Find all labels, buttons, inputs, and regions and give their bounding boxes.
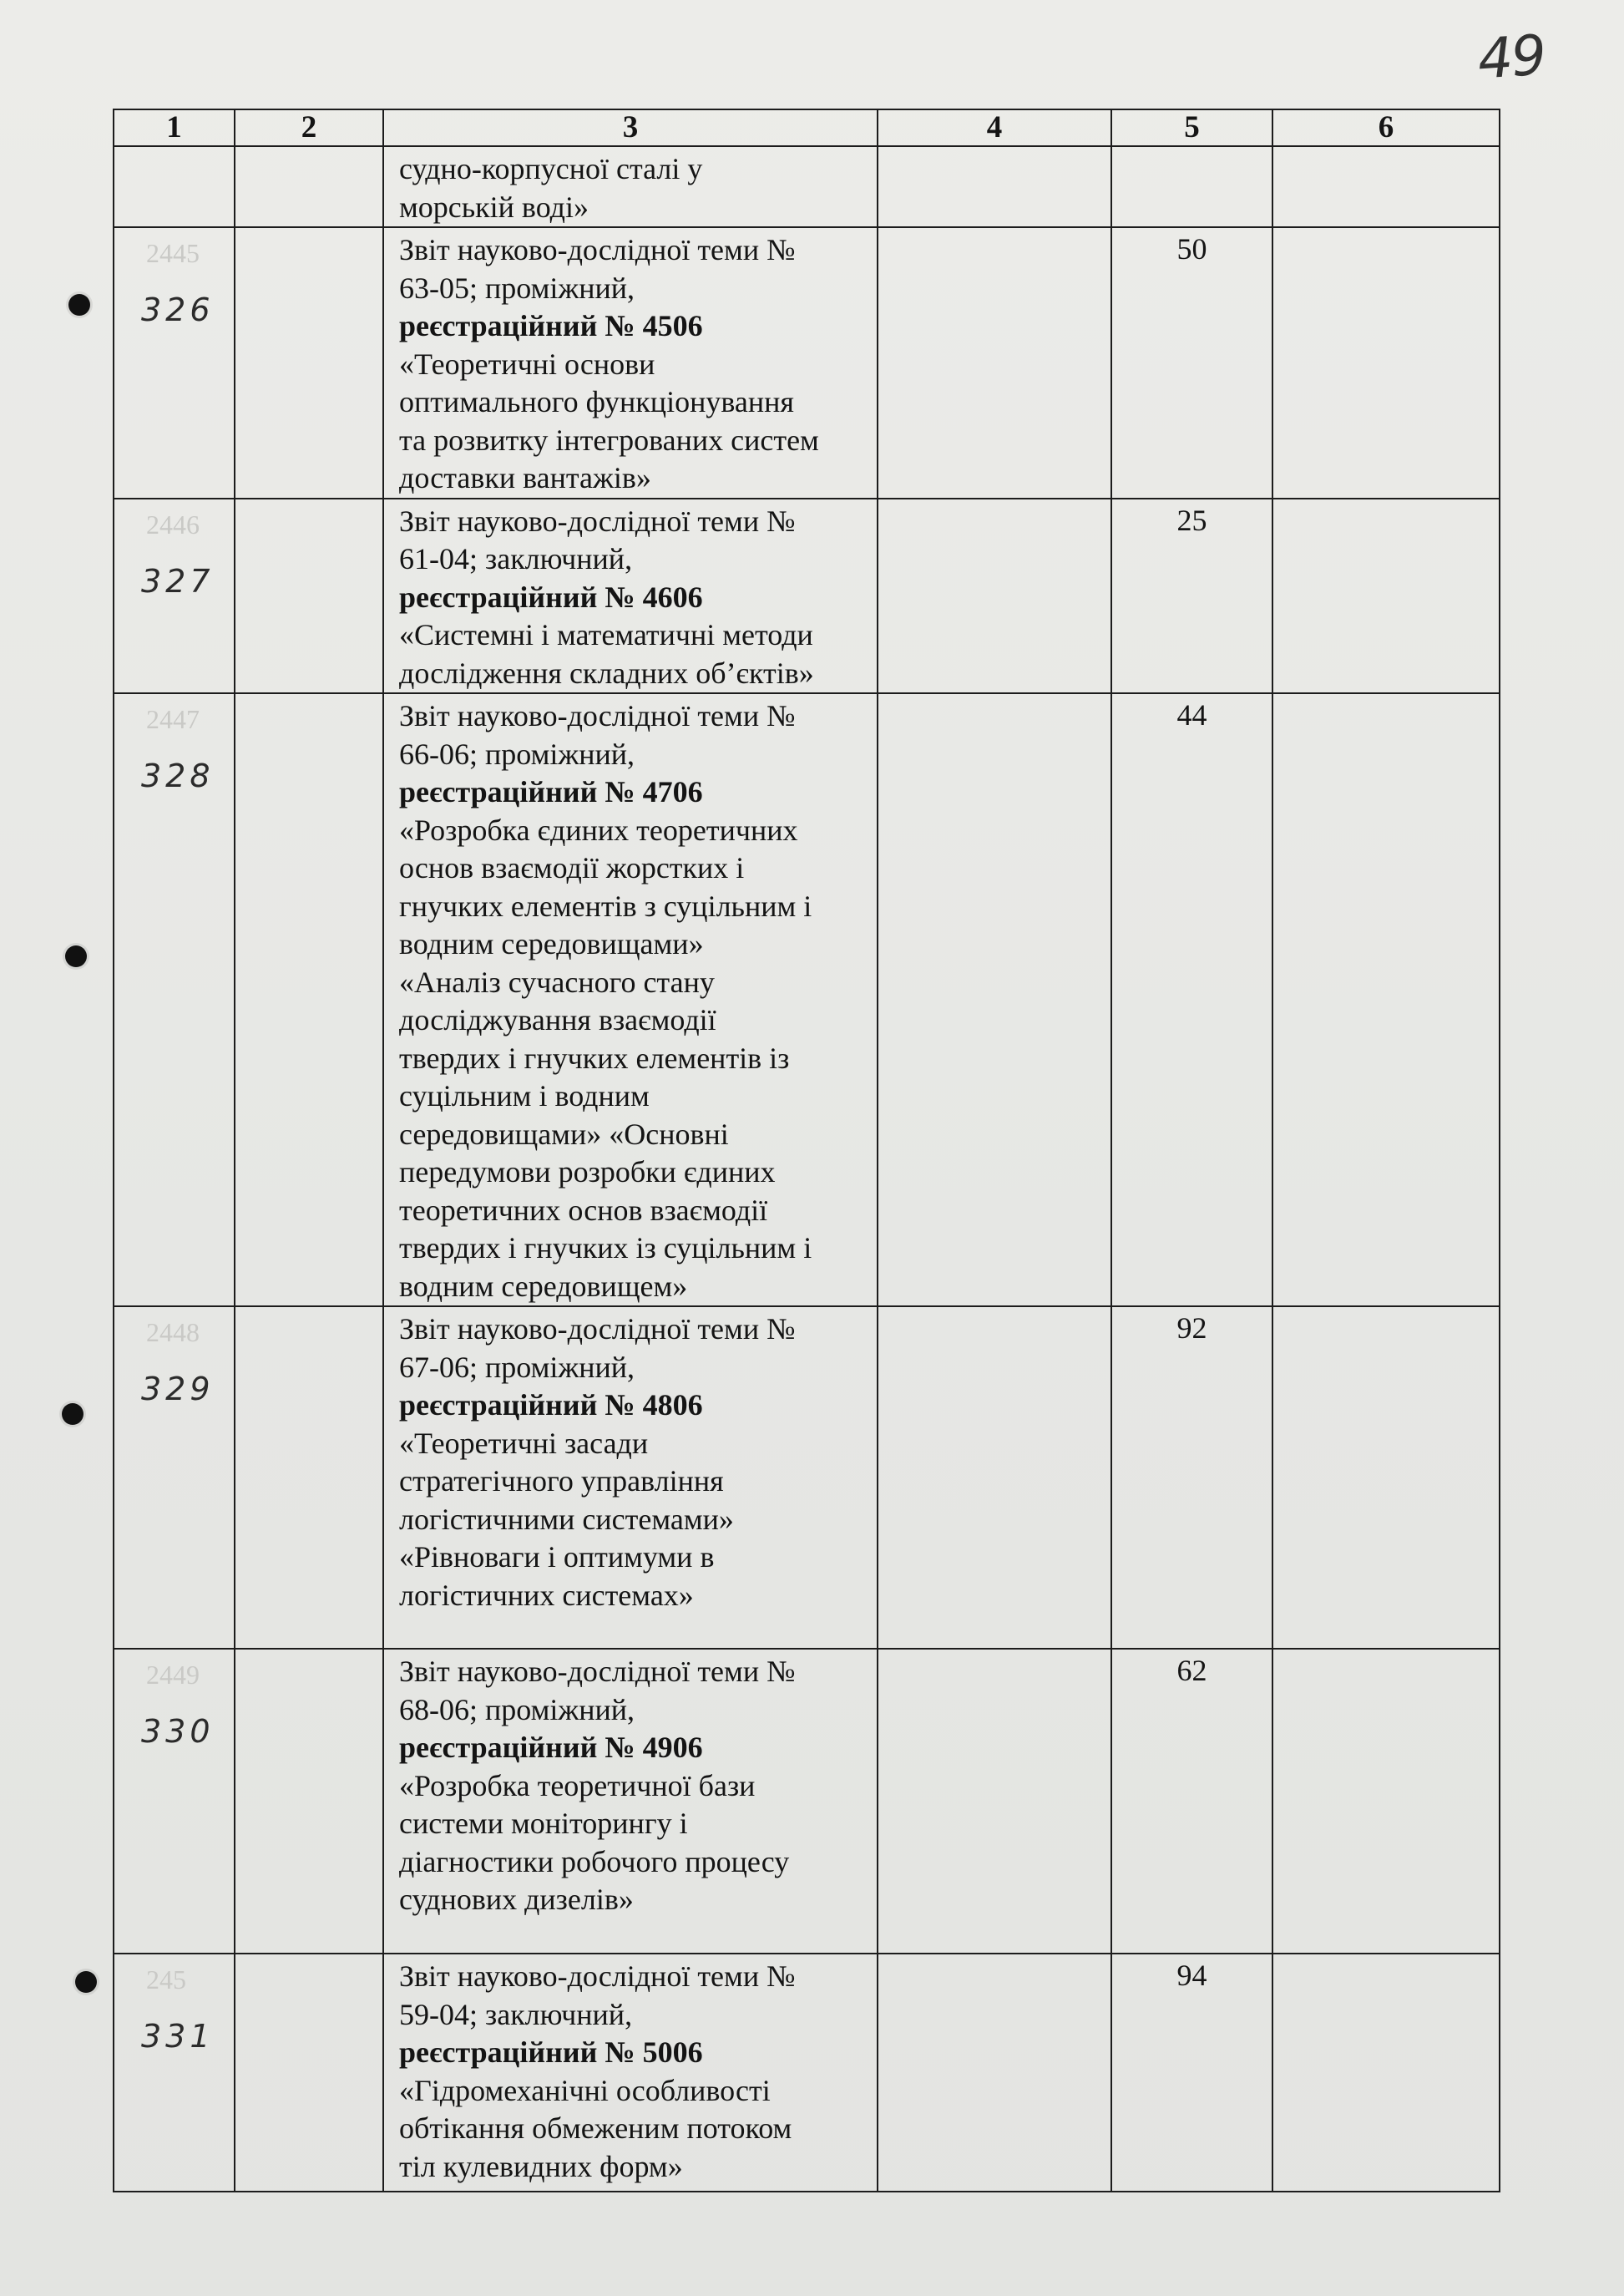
handwritten-page-number: 49	[1475, 23, 1547, 92]
empty-cell	[1272, 1649, 1500, 1954]
punch-hole	[62, 1403, 83, 1425]
description-line: «Аналіз сучасного стану	[399, 965, 715, 999]
empty-cell	[1272, 227, 1500, 499]
description-line: оптимального функціонування	[399, 385, 794, 418]
empty-cell	[235, 693, 383, 1306]
description-line: водним середовищем»	[399, 1269, 688, 1303]
description-line: 68-06; проміжний,	[399, 1692, 635, 1726]
description-line: «Гідромеханічні особливості	[399, 2073, 771, 2107]
pages-cell: 62	[1111, 1649, 1272, 1954]
item-number: 329	[141, 1371, 215, 1407]
description-line: логістичних системах»	[399, 1578, 694, 1612]
number-cell	[114, 499, 235, 694]
empty-cell	[878, 1954, 1111, 2192]
column-header: 3	[383, 109, 878, 146]
description-line: Звіт науково-дослідної теми №	[399, 1312, 796, 1346]
description-line: гнучких елементів з суцільним і	[399, 889, 812, 923]
description-line: «Системні і математичні методи	[399, 618, 813, 651]
description-line: та розвитку інтегрованих систем	[399, 423, 819, 457]
empty-cell	[1272, 693, 1500, 1306]
old-number: 2445	[146, 238, 200, 268]
description-line: логістичними системами»	[399, 1502, 734, 1536]
description-line: суднових дизелів»	[399, 1883, 634, 1916]
pages-cell: 25	[1111, 499, 1272, 694]
description-line: основ взаємодії жорстких і	[399, 851, 745, 884]
number-cell	[114, 1306, 235, 1649]
description-line: морській воді»	[399, 190, 589, 224]
table-row	[114, 227, 1500, 499]
description-line: діагностики робочого процесу	[399, 1844, 790, 1878]
empty-cell	[1272, 1306, 1500, 1649]
number-cell	[114, 227, 235, 499]
pages-cell: 50	[1111, 227, 1272, 499]
pages-cell: 92	[1111, 1306, 1272, 1649]
description-line: досліджування взаємодії	[399, 1003, 716, 1036]
description-line: теоретичних основ взаємодії	[399, 1193, 768, 1227]
empty-cell	[1272, 146, 1500, 227]
number-cell	[114, 1649, 235, 1954]
old-number: 245	[146, 1964, 186, 1994]
table-row	[114, 1306, 1500, 1649]
description-line: Звіт науково-дослідної теми №	[399, 504, 796, 538]
column-header: 5	[1111, 109, 1272, 146]
number-cell	[114, 1954, 235, 2192]
table-row	[114, 499, 1500, 694]
empty-cell	[235, 499, 383, 694]
description-cell	[383, 693, 878, 1306]
number-cell	[114, 146, 235, 227]
description-line: «Розробка теоретичної бази	[399, 1768, 756, 1802]
header-row	[114, 109, 1500, 146]
empty-cell	[235, 1306, 383, 1649]
description-line: стратегічного управління	[399, 1464, 724, 1498]
item-number: 330	[141, 1713, 215, 1750]
pages-cell	[1111, 146, 1272, 227]
item-number: 327	[141, 562, 215, 600]
item-number: 326	[141, 291, 215, 328]
description-line: 66-06; проміжний,	[399, 737, 635, 771]
registration-number: реєстраційний № 4606	[399, 580, 703, 614]
description-cell	[383, 227, 878, 499]
description-line: «Рівноваги і оптимуми в	[399, 1540, 715, 1574]
description-line: 63-05; проміжний,	[399, 271, 635, 305]
old-number: 2446	[146, 509, 200, 540]
description-line: «Розробка єдиних теоретичних	[399, 813, 798, 847]
empty-cell	[878, 1649, 1111, 1954]
table-row	[114, 693, 1500, 1306]
column-header: 4	[878, 109, 1111, 146]
description-line: Звіт науково-дослідної теми №	[399, 1959, 796, 1993]
empty-cell	[235, 1649, 383, 1954]
description-line: суцільним і водним	[399, 1079, 650, 1113]
registration-number: реєстраційний № 4906	[399, 1731, 703, 1764]
empty-cell	[878, 1306, 1111, 1649]
punch-hole	[68, 294, 90, 316]
empty-cell	[1272, 1954, 1500, 2192]
registration-number: реєстраційний № 5006	[399, 2035, 703, 2069]
description-line: твердих і гнучких із суцільним і	[399, 1231, 812, 1265]
item-number: 331	[141, 2018, 215, 2055]
description-line: 67-06; проміжний,	[399, 1350, 635, 1384]
table-row	[114, 1649, 1500, 1954]
column-header: 6	[1272, 109, 1500, 146]
registration-number: реєстраційний № 4706	[399, 775, 703, 808]
description-cell	[383, 499, 878, 694]
punch-hole	[65, 945, 87, 967]
registry-table	[113, 109, 1500, 2192]
empty-cell	[878, 146, 1111, 227]
description-line: твердих і гнучких елементів із	[399, 1041, 790, 1075]
empty-cell	[1272, 499, 1500, 694]
column-header: 1	[114, 109, 235, 146]
empty-cell	[878, 499, 1111, 694]
registration-number: реєстраційний № 4806	[399, 1388, 703, 1422]
punch-hole	[75, 1971, 97, 1993]
description-line: дослідження складних об’єктів»	[399, 656, 814, 690]
description-line: водним середовищами»	[399, 927, 704, 960]
description-line: 59-04; заключний,	[399, 1997, 633, 2031]
pages-cell: 44	[1111, 693, 1272, 1306]
description-line: доставки вантажів»	[399, 461, 651, 494]
description-cell	[383, 1954, 878, 2192]
description-line: обтікання обмеженим потоком	[399, 2111, 792, 2145]
item-number: 328	[141, 758, 215, 794]
empty-cell	[878, 227, 1111, 499]
registration-number: реєстраційний № 4506	[399, 309, 703, 342]
empty-cell	[235, 1954, 383, 2192]
empty-cell	[235, 227, 383, 499]
table-row	[114, 1954, 1500, 2192]
description-line: Звіт науково-дослідної теми №	[399, 699, 796, 732]
description-cell	[383, 1306, 878, 1649]
continuation-row	[114, 146, 1500, 227]
description-cell	[383, 1649, 878, 1954]
description-line: Звіт науково-дослідної теми №	[399, 233, 796, 266]
column-header: 2	[235, 109, 383, 146]
description-line: «Теоретичні засади	[399, 1426, 649, 1460]
old-number: 2448	[146, 1317, 200, 1347]
description-line: передумови розробки єдиних	[399, 1155, 776, 1189]
description-line: тіл кулевидних форм»	[399, 2149, 683, 2183]
number-cell	[114, 693, 235, 1306]
empty-cell	[235, 146, 383, 227]
description-line: «Теоретичні основи	[399, 347, 655, 381]
description-line: Звіт науково-дослідної теми №	[399, 1655, 796, 1688]
description-cell	[383, 146, 878, 227]
pages-cell: 94	[1111, 1954, 1272, 2192]
old-number: 2449	[146, 1660, 200, 1690]
description-line: середовищами» «Основні	[399, 1117, 729, 1151]
description-line: системи моніторингу і	[399, 1807, 688, 1840]
old-number: 2447	[146, 704, 200, 734]
description-line: судно-корпусної сталі у	[399, 152, 703, 185]
empty-cell	[878, 693, 1111, 1306]
description-line: 61-04; заключний,	[399, 542, 633, 575]
